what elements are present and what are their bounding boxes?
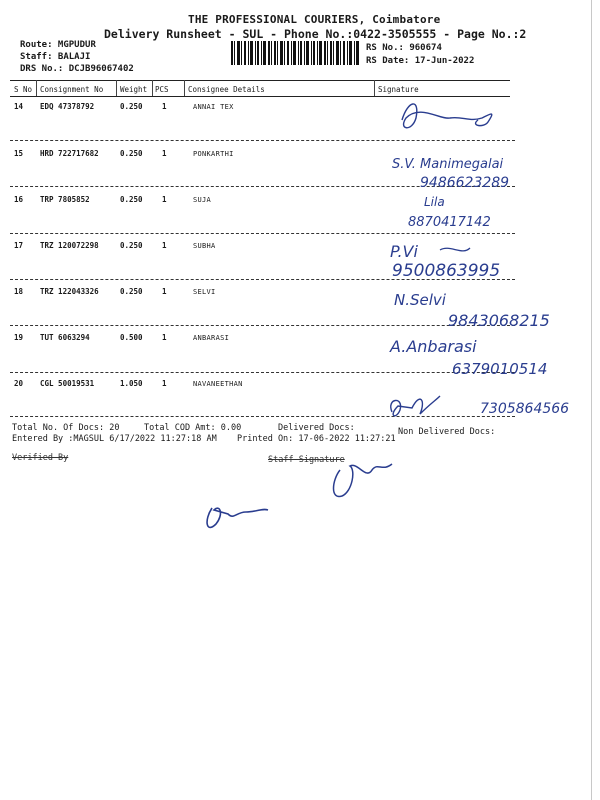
col-header-sno: S No xyxy=(14,85,33,94)
row-consignment-no: EDQ 47378792 xyxy=(40,102,95,111)
col-header-consignment: Consignment No xyxy=(40,85,104,94)
row-consignment-no: TUT 6063294 xyxy=(40,333,90,342)
row-consignee: ANNAI TEX xyxy=(193,103,234,111)
row-separator xyxy=(10,372,515,373)
row-separator xyxy=(10,279,515,280)
signature-row-16: Lila xyxy=(424,195,445,209)
row-sno: 20 xyxy=(14,379,24,388)
row-consignment-no: TRP 7805852 xyxy=(40,195,90,204)
row-pcs: 1 xyxy=(162,241,167,250)
rs-date: RS Date: 17-Jun-2022 xyxy=(366,56,475,66)
row-consignee: SUBHA xyxy=(193,242,216,250)
row-pcs: 1 xyxy=(162,379,167,388)
row-weight: 0.250 xyxy=(120,149,143,158)
row-consignee: SELVI xyxy=(193,288,216,296)
delivered-docs: Delivered Docs: xyxy=(278,423,355,433)
company-title: THE PROFESSIONAL COURIERS, Coimbatore xyxy=(188,13,441,26)
col-divider xyxy=(184,80,185,96)
row-consignment-no: CGL 50019531 xyxy=(40,379,95,388)
signature-row-15: S.V. Manimegalai xyxy=(392,157,504,172)
row-weight: 0.500 xyxy=(120,333,143,342)
row-separator xyxy=(10,325,515,326)
non-delivered-docs: Non Delivered Docs: xyxy=(398,427,496,437)
row-sno: 19 xyxy=(14,333,24,342)
rs-number: RS No.: 960674 xyxy=(366,43,442,53)
printed-on: Printed On: 17-06-2022 11:27:21 xyxy=(237,434,396,444)
row-consignee: PONKARTHI xyxy=(193,150,234,158)
col-divider xyxy=(374,80,375,96)
col-header-weight: Weight xyxy=(120,85,148,94)
row-consignment-no: HRD 722717682 xyxy=(40,149,99,158)
col-header-signature: Signature xyxy=(378,85,419,94)
signature-stroke-row-17 xyxy=(440,248,470,251)
staff-signature-label: Staff Signature xyxy=(268,455,345,465)
signature-row-18: N.Selvi xyxy=(394,291,446,309)
row-sno: 15 xyxy=(14,149,24,158)
row-consignee: SUJA xyxy=(193,196,212,204)
route-label: Route: MGPUDUR xyxy=(20,40,96,50)
row-separator xyxy=(10,140,515,141)
signature-phone-row-17: 9500863995 xyxy=(392,261,501,281)
signature-row-17: P.Vi xyxy=(390,242,418,261)
col-divider xyxy=(116,80,117,96)
row-separator xyxy=(10,416,515,417)
row-pcs: 1 xyxy=(162,149,167,158)
table-top-rule xyxy=(10,80,510,81)
row-weight: 0.250 xyxy=(120,287,143,296)
table-header-rule xyxy=(10,96,510,97)
staff-label: Staff: BALAJI xyxy=(20,52,91,62)
verified-by-label: Verified By xyxy=(12,453,69,463)
row-pcs: 1 xyxy=(162,102,167,111)
row-weight: 1.050 xyxy=(120,379,143,388)
row-weight: 0.250 xyxy=(120,195,143,204)
barcode-image xyxy=(231,41,359,65)
row-separator xyxy=(10,233,515,234)
signature-scribble-row-20 xyxy=(391,396,440,416)
verified-signature-scribble xyxy=(207,508,268,527)
signature-phone-row-15: 9486623289 xyxy=(420,175,510,191)
row-sno: 17 xyxy=(14,241,24,250)
col-divider xyxy=(152,80,153,96)
signature-phone-row-19: 6379010514 xyxy=(452,360,548,378)
col-header-pcs: PCS xyxy=(155,85,169,94)
page-edge-line xyxy=(591,0,592,800)
signature-phone-row-20: 7305864566 xyxy=(480,401,570,417)
entered-by: Entered By :MAGSUL 6/17/2022 11:27:18 AM xyxy=(12,434,217,444)
total-docs: Total No. Of Docs: 20 xyxy=(12,423,120,433)
runsheet-subtitle: Delivery Runsheet - SUL - Phone No.:0422-3505555 - Page No.:2 xyxy=(104,27,527,41)
staff-signature-scribble xyxy=(334,464,393,497)
row-pcs: 1 xyxy=(162,195,167,204)
row-consignee: ANBARASI xyxy=(193,334,230,342)
row-weight: 0.250 xyxy=(120,241,143,250)
total-cod-amount: Total COD Amt: 0.00 xyxy=(144,423,242,433)
row-consignment-no: TRZ 122043326 xyxy=(40,287,99,296)
row-consignment-no: TRZ 120072298 xyxy=(40,241,99,250)
row-sno: 14 xyxy=(14,102,24,111)
signature-phone-row-16: 8870417142 xyxy=(408,215,491,230)
col-divider xyxy=(36,80,37,96)
row-separator xyxy=(10,186,515,187)
row-consignee: NAVANEETHAN xyxy=(193,380,243,388)
signature-scribble-row-14 xyxy=(402,104,492,128)
drs-number: DRS No.: DCJB96067402 xyxy=(20,64,134,74)
col-header-consignee: Consignee Details xyxy=(188,85,265,94)
row-weight: 0.250 xyxy=(120,102,143,111)
row-sno: 18 xyxy=(14,287,24,296)
signature-phone-row-18: 9843068215 xyxy=(448,311,550,330)
row-pcs: 1 xyxy=(162,287,167,296)
row-sno: 16 xyxy=(14,195,24,204)
signature-row-19: A.Anbarasi xyxy=(390,337,477,356)
row-pcs: 1 xyxy=(162,333,167,342)
